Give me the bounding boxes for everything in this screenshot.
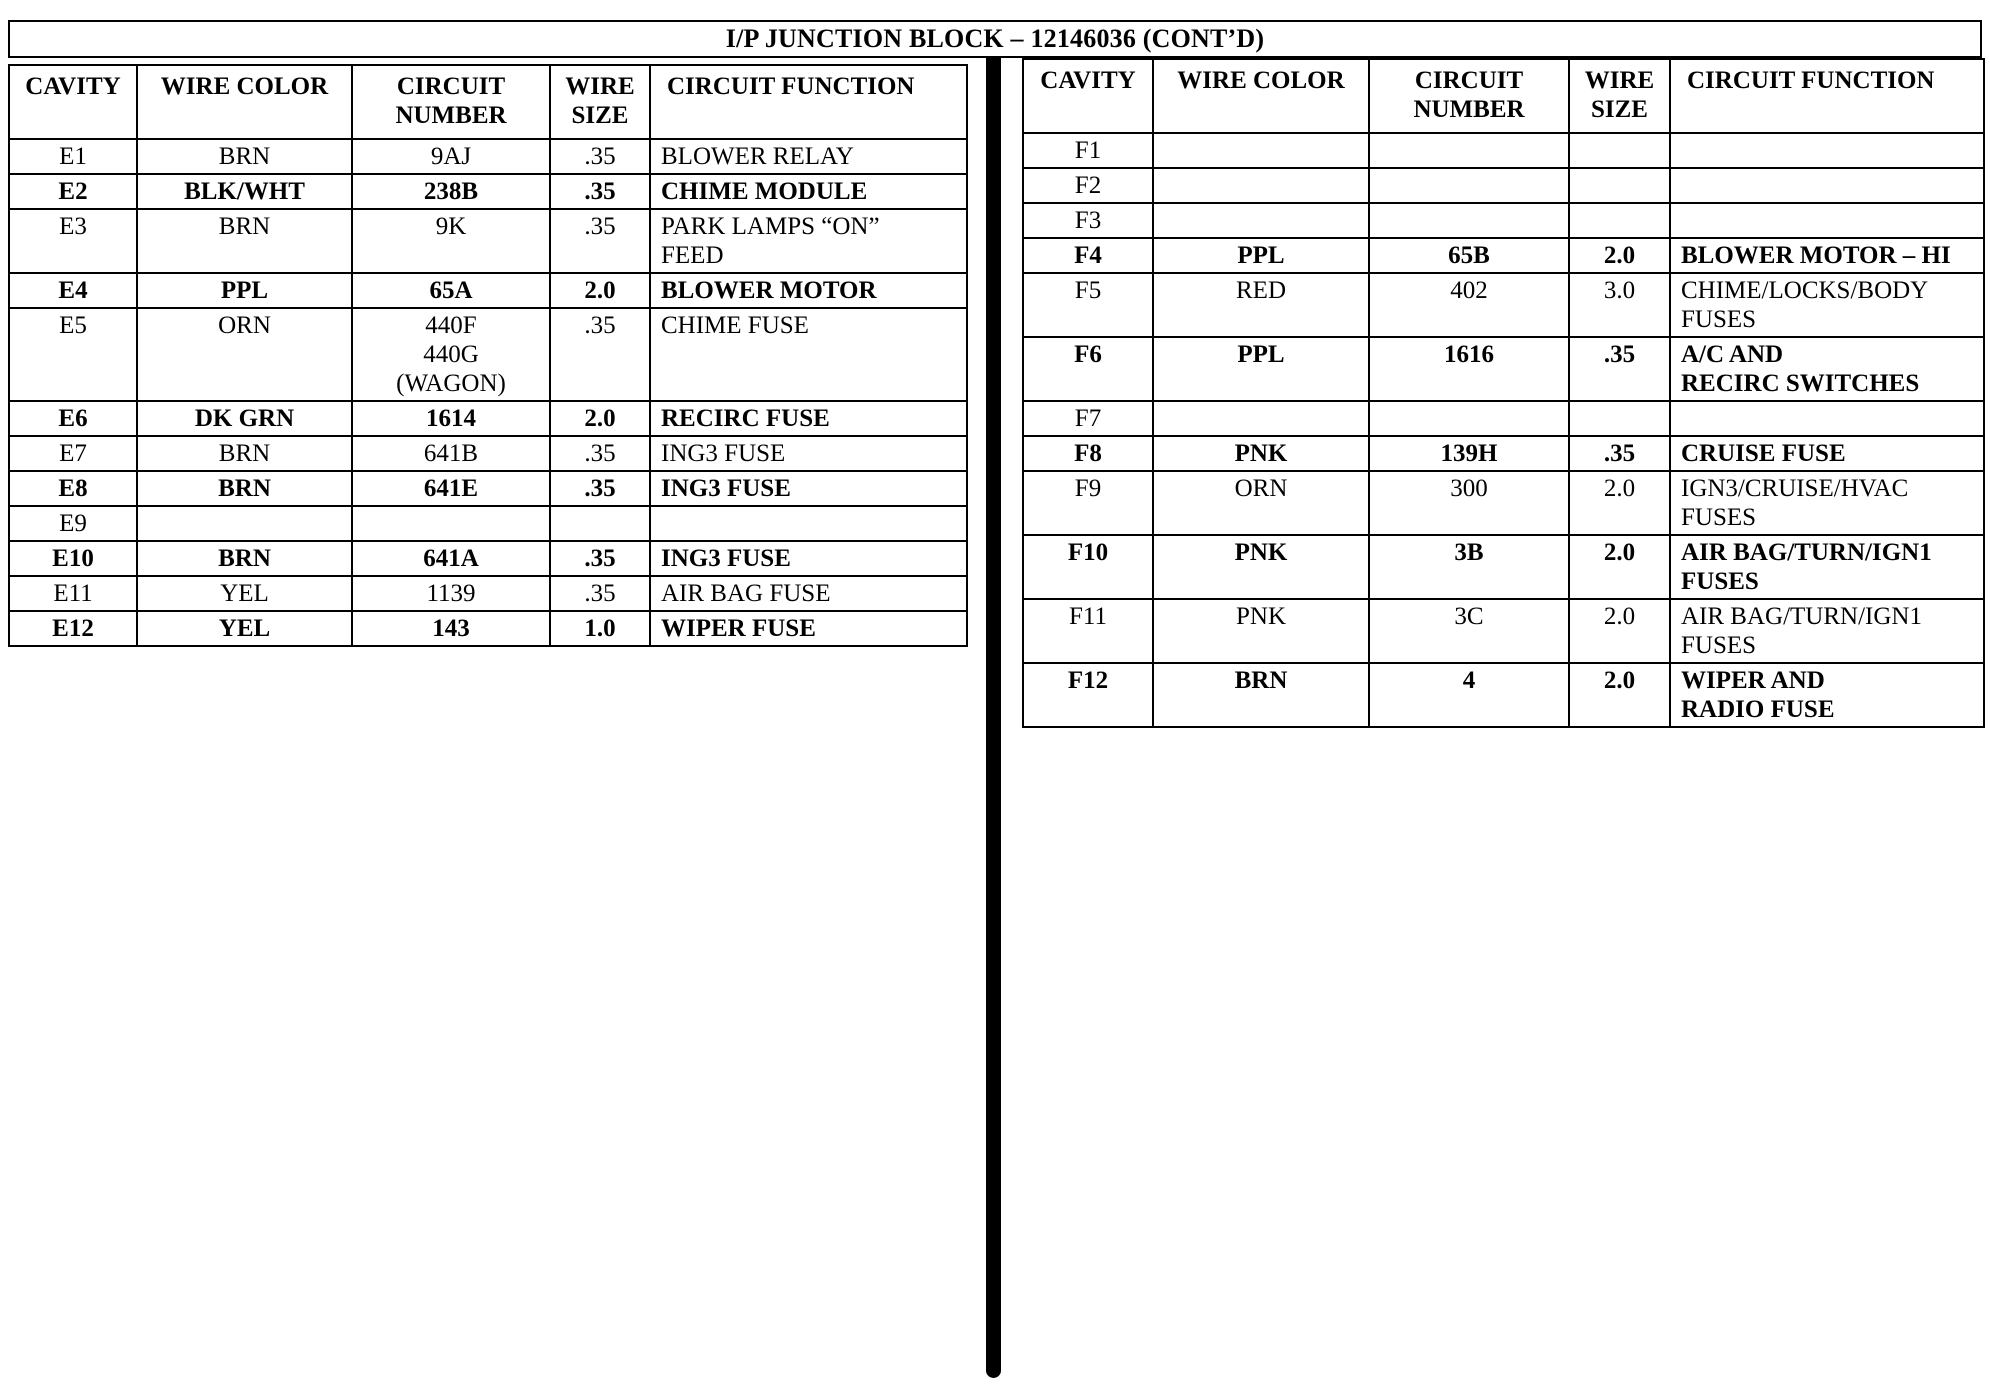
wire-color-cell: BLK/WHT bbox=[137, 174, 352, 209]
cavity-cell: E8 bbox=[9, 471, 137, 506]
circuit-number-cell: 641B bbox=[352, 436, 550, 471]
header-circuit-number: CIRCUIT NUMBER bbox=[1369, 59, 1569, 133]
wire-size-cell bbox=[1569, 203, 1670, 238]
cavity-cell: F2 bbox=[1023, 168, 1153, 203]
wire-color-cell bbox=[137, 506, 352, 541]
cavity-cell: F3 bbox=[1023, 203, 1153, 238]
cavity-cell: E9 bbox=[9, 506, 137, 541]
table-row bbox=[1023, 337, 1984, 401]
wire-color-cell: BRN bbox=[137, 209, 352, 273]
wire-size-cell: 1.0 bbox=[550, 611, 650, 646]
wire-color-cell: ORN bbox=[137, 308, 352, 401]
circuit-function-cell: AIR BAG/TURN/IGN1 FUSES bbox=[1670, 599, 1984, 663]
header-cavity: CAVITY bbox=[9, 65, 137, 139]
wire-size-cell: 2.0 bbox=[1569, 663, 1670, 727]
cavity-cell: F1 bbox=[1023, 133, 1153, 168]
cavity-cell: E11 bbox=[9, 576, 137, 611]
wire-size-cell: .35 bbox=[1569, 436, 1670, 471]
circuit-function-cell: A/C AND RECIRC SWITCHES bbox=[1670, 337, 1984, 401]
wire-color-cell bbox=[1153, 168, 1369, 203]
circuit-number-cell bbox=[1369, 401, 1569, 436]
table-row bbox=[9, 576, 967, 611]
cavity-cell: E7 bbox=[9, 436, 137, 471]
circuit-function-cell bbox=[1670, 203, 1984, 238]
wire-color-cell: RED bbox=[1153, 273, 1369, 337]
circuit-number-cell: 9AJ bbox=[352, 139, 550, 174]
circuit-number-cell: 1614 bbox=[352, 401, 550, 436]
wire-size-cell: .35 bbox=[1569, 337, 1670, 401]
wire-color-cell: ORN bbox=[1153, 471, 1369, 535]
table-row bbox=[9, 273, 967, 308]
circuit-function-cell: BLOWER MOTOR – HI bbox=[1670, 238, 1984, 273]
wire-size-cell: 2.0 bbox=[1569, 535, 1670, 599]
circuit-number-cell bbox=[1369, 168, 1569, 203]
cavity-cell: F5 bbox=[1023, 273, 1153, 337]
wire-size-cell: 3.0 bbox=[1569, 273, 1670, 337]
table-row bbox=[1023, 168, 1984, 203]
circuit-function-cell: CHIME FUSE bbox=[650, 308, 967, 401]
circuit-function-cell: BLOWER RELAY bbox=[650, 139, 967, 174]
wire-size-cell: .35 bbox=[550, 436, 650, 471]
wire-size-cell bbox=[1569, 168, 1670, 203]
circuit-number-cell: 641A bbox=[352, 541, 550, 576]
circuit-function-cell: WIPER AND RADIO FUSE bbox=[1670, 663, 1984, 727]
circuit-function-cell: AIR BAG/TURN/IGN1 FUSES bbox=[1670, 535, 1984, 599]
table-row bbox=[1023, 436, 1984, 471]
table-row bbox=[9, 436, 967, 471]
wire-color-cell: BRN bbox=[1153, 663, 1369, 727]
cavity-cell: F7 bbox=[1023, 401, 1153, 436]
table-row bbox=[1023, 401, 1984, 436]
wire-size-cell: 2.0 bbox=[1569, 599, 1670, 663]
circuit-function-cell: CHIME MODULE bbox=[650, 174, 967, 209]
table-row bbox=[9, 611, 967, 646]
header-wire-size: WIRE SIZE bbox=[1569, 59, 1670, 133]
cavity-cell: F4 bbox=[1023, 238, 1153, 273]
circuit-function-cell: CRUISE FUSE bbox=[1670, 436, 1984, 471]
circuit-number-cell bbox=[1369, 203, 1569, 238]
cavity-cell: E10 bbox=[9, 541, 137, 576]
table-row bbox=[1023, 238, 1984, 273]
header-wire-size: WIRE SIZE bbox=[550, 65, 650, 139]
wire-color-cell: PPL bbox=[1153, 337, 1369, 401]
column-divider bbox=[986, 58, 1001, 1378]
header-circuit-number: CIRCUIT NUMBER bbox=[352, 65, 550, 139]
wire-size-cell bbox=[1569, 401, 1670, 436]
circuit-function-cell: PARK LAMPS “ON” FEED bbox=[650, 209, 967, 273]
page-title: I/P JUNCTION BLOCK – 12146036 (CONT’D) bbox=[8, 20, 1982, 58]
wire-size-cell: .35 bbox=[550, 174, 650, 209]
wire-color-cell: BRN bbox=[137, 139, 352, 174]
circuit-function-cell: CHIME/LOCKS/BODY FUSES bbox=[1670, 273, 1984, 337]
wire-size-cell: 2.0 bbox=[1569, 471, 1670, 535]
wire-color-cell: PNK bbox=[1153, 436, 1369, 471]
wire-size-cell: 2.0 bbox=[550, 401, 650, 436]
circuit-number-cell: 1616 bbox=[1369, 337, 1569, 401]
header-cavity: CAVITY bbox=[1023, 59, 1153, 133]
cavity-cell: F9 bbox=[1023, 471, 1153, 535]
wire-size-cell: 2.0 bbox=[550, 273, 650, 308]
cavity-cell: E5 bbox=[9, 308, 137, 401]
circuit-function-cell: AIR BAG FUSE bbox=[650, 576, 967, 611]
table-row bbox=[1023, 273, 1984, 337]
circuit-number-cell: 3B bbox=[1369, 535, 1569, 599]
cavity-cell: E1 bbox=[9, 139, 137, 174]
wire-size-cell: .35 bbox=[550, 471, 650, 506]
circuit-number-cell: 65A bbox=[352, 273, 550, 308]
wire-size-cell bbox=[1569, 133, 1670, 168]
table-row bbox=[1023, 203, 1984, 238]
table-body-e bbox=[9, 139, 967, 646]
wire-size-cell: .35 bbox=[550, 576, 650, 611]
wire-size-cell: .35 bbox=[550, 139, 650, 174]
wire-color-cell: PNK bbox=[1153, 535, 1369, 599]
circuit-number-cell bbox=[1369, 133, 1569, 168]
cavity-cell: E2 bbox=[9, 174, 137, 209]
circuit-function-cell bbox=[1670, 401, 1984, 436]
wire-color-cell: YEL bbox=[137, 576, 352, 611]
circuit-number-cell: 65B bbox=[1369, 238, 1569, 273]
circuit-function-cell: IGN3/CRUISE/HVAC FUSES bbox=[1670, 471, 1984, 535]
circuit-function-cell: ING3 FUSE bbox=[650, 541, 967, 576]
wire-size-cell: .35 bbox=[550, 308, 650, 401]
table-row bbox=[1023, 133, 1984, 168]
table-header-row bbox=[1023, 59, 1984, 133]
circuit-number-cell: 1139 bbox=[352, 576, 550, 611]
table-row bbox=[9, 209, 967, 273]
cavity-cell: F10 bbox=[1023, 535, 1153, 599]
table-row bbox=[1023, 663, 1984, 727]
wire-size-cell: 2.0 bbox=[1569, 238, 1670, 273]
wire-color-cell: PPL bbox=[1153, 238, 1369, 273]
circuit-function-cell: ING3 FUSE bbox=[650, 436, 967, 471]
wire-color-cell bbox=[1153, 203, 1369, 238]
header-wire-color: WIRE COLOR bbox=[1153, 59, 1369, 133]
wire-size-cell: .35 bbox=[550, 541, 650, 576]
wire-color-cell bbox=[1153, 401, 1369, 436]
wire-color-cell: PPL bbox=[137, 273, 352, 308]
header-circuit-function: CIRCUIT FUNCTION bbox=[650, 65, 967, 139]
table-row bbox=[9, 139, 967, 174]
wire-color-cell: BRN bbox=[137, 541, 352, 576]
junction-table-e bbox=[8, 64, 968, 647]
circuit-number-cell: 641E bbox=[352, 471, 550, 506]
cavity-cell: F11 bbox=[1023, 599, 1153, 663]
circuit-function-cell bbox=[650, 506, 967, 541]
table-row bbox=[1023, 471, 1984, 535]
header-wire-color: WIRE COLOR bbox=[137, 65, 352, 139]
table-row bbox=[1023, 535, 1984, 599]
table-body-f bbox=[1023, 133, 1984, 727]
circuit-function-cell: ING3 FUSE bbox=[650, 471, 967, 506]
circuit-function-cell: BLOWER MOTOR bbox=[650, 273, 967, 308]
circuit-number-cell: 3C bbox=[1369, 599, 1569, 663]
circuit-number-cell: 9K bbox=[352, 209, 550, 273]
wire-color-cell: BRN bbox=[137, 436, 352, 471]
circuit-function-cell bbox=[1670, 133, 1984, 168]
header-circuit-function: CIRCUIT FUNCTION bbox=[1670, 59, 1984, 133]
table-row bbox=[1023, 599, 1984, 663]
circuit-number-cell: 300 bbox=[1369, 471, 1569, 535]
junction-table-f bbox=[1022, 58, 1985, 728]
table-row bbox=[9, 308, 967, 401]
cavity-cell: F6 bbox=[1023, 337, 1153, 401]
table-row bbox=[9, 506, 967, 541]
table-row bbox=[9, 401, 967, 436]
wire-color-cell bbox=[1153, 133, 1369, 168]
cavity-cell: E3 bbox=[9, 209, 137, 273]
table-row bbox=[9, 541, 967, 576]
table-row bbox=[9, 471, 967, 506]
circuit-number-cell: 440F 440G (WAGON) bbox=[352, 308, 550, 401]
table-header-row bbox=[9, 65, 967, 139]
circuit-function-cell: RECIRC FUSE bbox=[650, 401, 967, 436]
cavity-cell: E12 bbox=[9, 611, 137, 646]
circuit-number-cell: 4 bbox=[1369, 663, 1569, 727]
wire-size-cell: .35 bbox=[550, 209, 650, 273]
wire-color-cell: YEL bbox=[137, 611, 352, 646]
circuit-function-cell: WIPER FUSE bbox=[650, 611, 967, 646]
circuit-number-cell: 143 bbox=[352, 611, 550, 646]
wire-color-cell: BRN bbox=[137, 471, 352, 506]
cavity-cell: F12 bbox=[1023, 663, 1153, 727]
circuit-number-cell: 139H bbox=[1369, 436, 1569, 471]
table-row bbox=[9, 174, 967, 209]
cavity-cell: F8 bbox=[1023, 436, 1153, 471]
wire-color-cell: PNK bbox=[1153, 599, 1369, 663]
circuit-function-cell bbox=[1670, 168, 1984, 203]
circuit-number-cell bbox=[352, 506, 550, 541]
wire-color-cell: DK GRN bbox=[137, 401, 352, 436]
circuit-number-cell: 238B bbox=[352, 174, 550, 209]
wire-size-cell bbox=[550, 506, 650, 541]
circuit-number-cell: 402 bbox=[1369, 273, 1569, 337]
cavity-cell: E6 bbox=[9, 401, 137, 436]
cavity-cell: E4 bbox=[9, 273, 137, 308]
